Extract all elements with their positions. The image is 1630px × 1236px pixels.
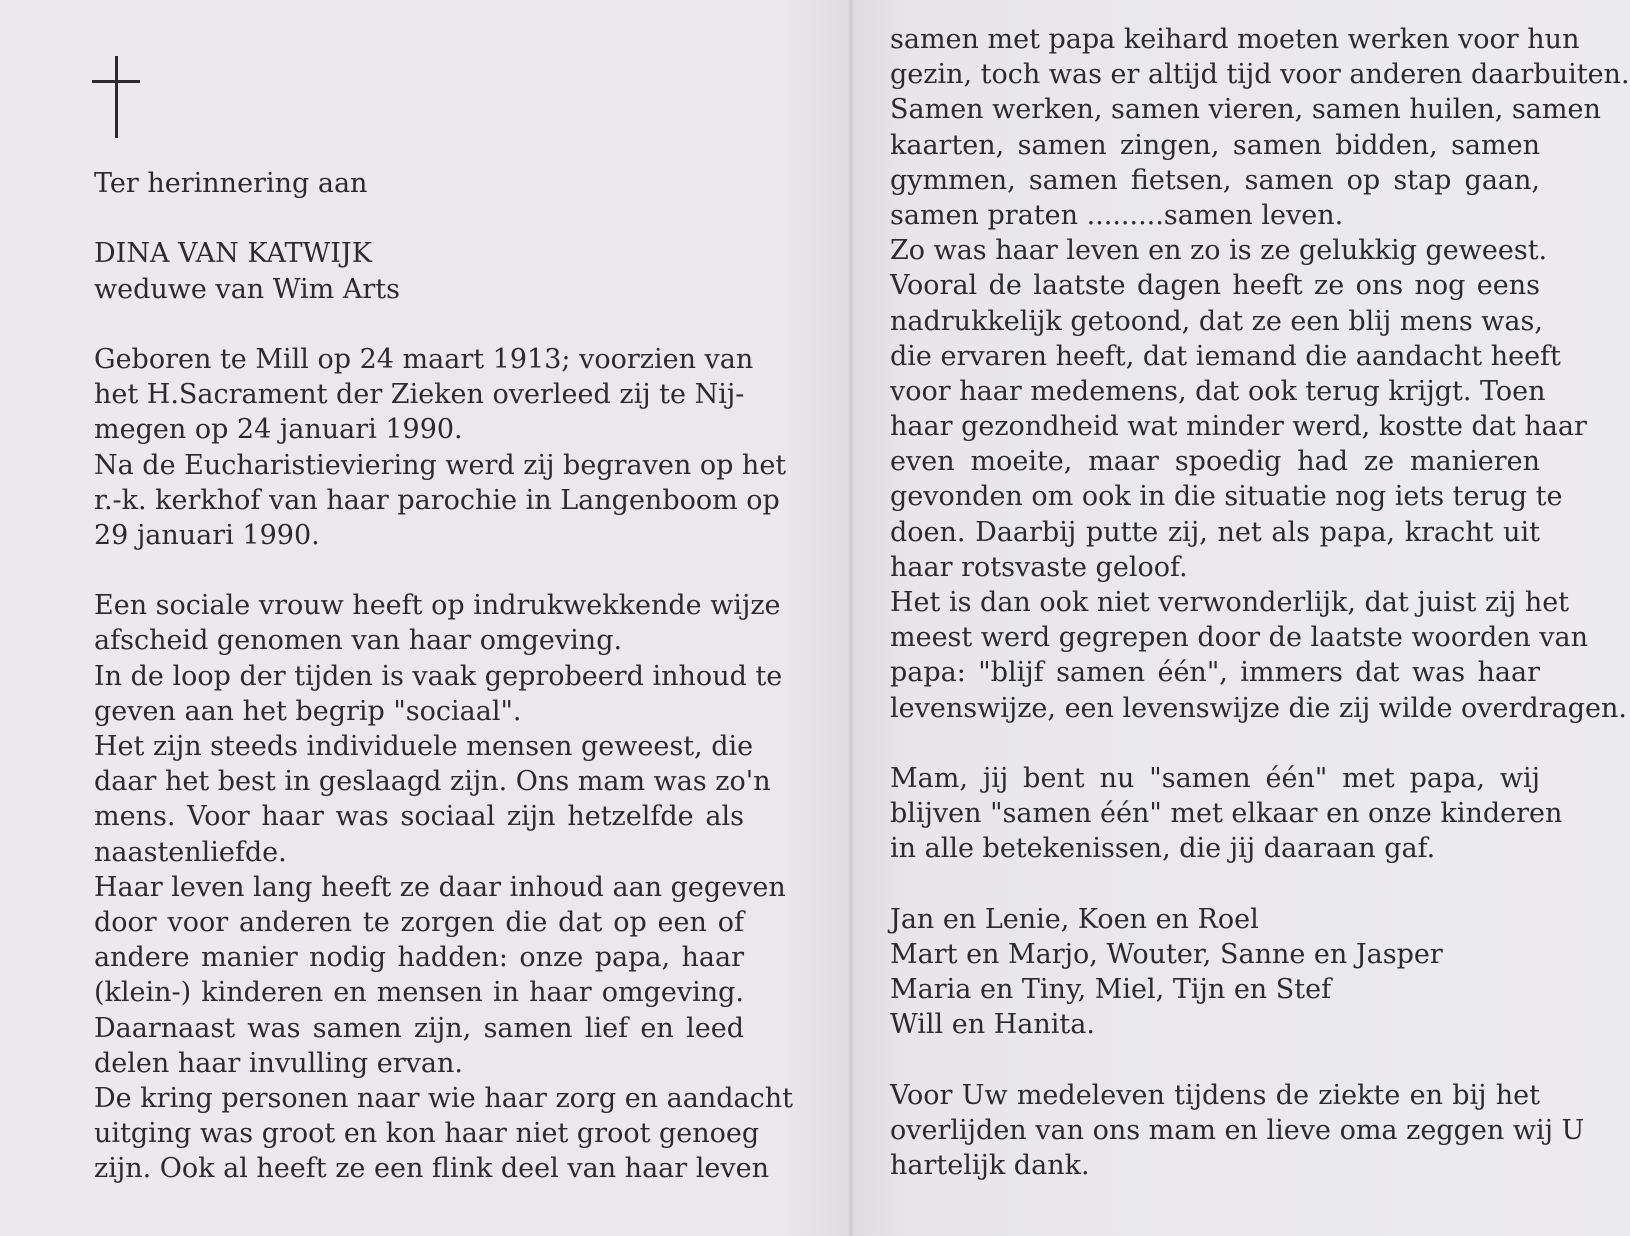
body-line: samen met papa keihard moeten werken voor hun bbox=[890, 24, 1580, 55]
body-line: andere manier nodig hadden: onze papa, haar bbox=[94, 942, 744, 974]
body-line: door voor anderen te zorgen die dat op een of bbox=[94, 906, 744, 938]
deceased-name: DINA VAN KATWIJK bbox=[94, 238, 372, 270]
family-line: Jan en Lenie, Koen en Roel bbox=[890, 903, 1259, 935]
body-line: Het zijn steeds individuele mensen geweest, die bbox=[94, 731, 754, 762]
body-line: afscheid genomen van haar omgeving. bbox=[94, 625, 623, 657]
deceased-subtitle: weduwe van Wim Arts bbox=[94, 273, 400, 305]
thanks-line: overlijden van ons mam en lieve oma zeggen wij U bbox=[890, 1114, 1585, 1146]
family-line: Will en Hanita. bbox=[890, 1009, 1095, 1041]
body-line: die ervaren heeft, dat iemand die aandacht heeft bbox=[890, 340, 1561, 372]
body-line: delen haar invulling ervan. bbox=[94, 1047, 463, 1079]
body-line: even moeite, maar spoedig had ze manieren bbox=[890, 446, 1540, 478]
body-line: doen. Daarbij putte zij, net als papa, kracht uit bbox=[890, 516, 1540, 548]
body-line: gezin, toch was er altijd tijd voor anderen daarbuiten. bbox=[890, 59, 1630, 91]
body-line: levenswijze, een levenswijze die zij wilde overdragen. bbox=[890, 692, 1627, 724]
body-line: kaarten, samen zingen, samen bidden, samen bbox=[890, 129, 1540, 161]
body-line: Zo was haar leven en zo is ze gelukkig geweest. bbox=[890, 235, 1548, 267]
burial-line: r.-k. kerkhof van haar parochie in Langenboom op bbox=[94, 484, 780, 516]
thanks-line: Voor Uw medeleven tijdens de ziekte en bij het bbox=[890, 1079, 1540, 1111]
body-line: haar gezondheid wat minder werd, kostte dat haar bbox=[890, 411, 1587, 443]
body-line: mens. Voor haar was sociaal zijn hetzelfde als bbox=[94, 801, 744, 833]
body-line: Een sociale vrouw heeft op indrukwekkende wijze bbox=[94, 590, 781, 622]
body-line: Haar leven lang heeft ze daar inhoud aan gegeven bbox=[94, 871, 786, 903]
body-line: In de loop der tijden is vaak geprobeerd inhoud te bbox=[94, 660, 783, 692]
body-line: Vooral de laatste dagen heeft ze ons nog eens bbox=[890, 270, 1540, 302]
body-line: naastenliefde. bbox=[94, 836, 287, 868]
intro-text: Ter herinnering aan bbox=[94, 168, 368, 199]
burial-line: 29 januari 1990. bbox=[94, 519, 320, 551]
body-line: gymmen, samen fietsen, samen op stap gaan, bbox=[890, 164, 1540, 196]
farewell-line: in alle betekenissen, die jij daaraan gaf. bbox=[890, 833, 1436, 865]
family-line: Maria en Tiny, Miel, Tijn en Stef bbox=[890, 974, 1332, 1006]
body-line: Samen werken, samen vieren, samen huilen, samen bbox=[890, 94, 1601, 126]
body-line: voor haar medemens, dat ook terug krijgt. Toen bbox=[890, 375, 1546, 407]
burial-line: Na de Eucharistieviering werd zij begraven op het bbox=[94, 449, 787, 481]
thanks-line: hartelijk dank. bbox=[890, 1150, 1090, 1181]
body-line: uitging was groot en kon haar niet groot genoeg bbox=[94, 1118, 760, 1150]
card-fold bbox=[848, 0, 854, 1236]
body-line: daar het best in geslaagd zijn. Ons mam was zo'n bbox=[94, 766, 771, 798]
left-column bbox=[94, 166, 793, 1186]
body-line: papa: "blijf samen één", immers dat was haar bbox=[890, 657, 1540, 689]
body-line: geven aan het begrip "sociaal". bbox=[94, 695, 522, 727]
farewell-line: blijven "samen één" met elkaar en onze kinderen bbox=[890, 798, 1563, 830]
body-line: zijn. Ook al heeft ze een flink deel van haar leven bbox=[94, 1153, 769, 1185]
birth-line: Geboren te Mill op 24 maart 1913; voorzien van bbox=[94, 343, 754, 375]
body-line: Het is dan ook niet verwonderlijk, dat juist zij het bbox=[890, 587, 1570, 618]
body-line: haar rotsvaste geloof. bbox=[890, 551, 1188, 583]
cross-icon bbox=[92, 56, 140, 138]
body-line: (klein-) kinderen en mensen in haar omgeving. bbox=[94, 977, 744, 1009]
body-line: nadrukkelijk getoond, dat ze een blij mens was, bbox=[890, 305, 1543, 337]
farewell-line: Mam, jij bent nu "samen één" met papa, wij bbox=[890, 762, 1540, 794]
family-line: Mart en Marjo, Wouter, Sanne en Jasper bbox=[890, 938, 1443, 970]
body-line: De kring personen naar wie haar zorg en aandacht bbox=[94, 1082, 793, 1114]
body-line: gevonden om ook in die situatie nog iets terug te bbox=[890, 481, 1563, 513]
birth-line: het H.Sacrament der Zieken overleed zij te Nij- bbox=[94, 379, 745, 411]
body-line: samen praten .........samen leven. bbox=[890, 199, 1344, 231]
birth-line: megen op 24 januari 1990. bbox=[94, 414, 463, 446]
right-column bbox=[890, 22, 1630, 1183]
body-line: Daarnaast was samen zijn, samen lief en leed bbox=[94, 1012, 744, 1044]
body-line: meest werd gegrepen door de laatste woorden van bbox=[890, 622, 1588, 654]
